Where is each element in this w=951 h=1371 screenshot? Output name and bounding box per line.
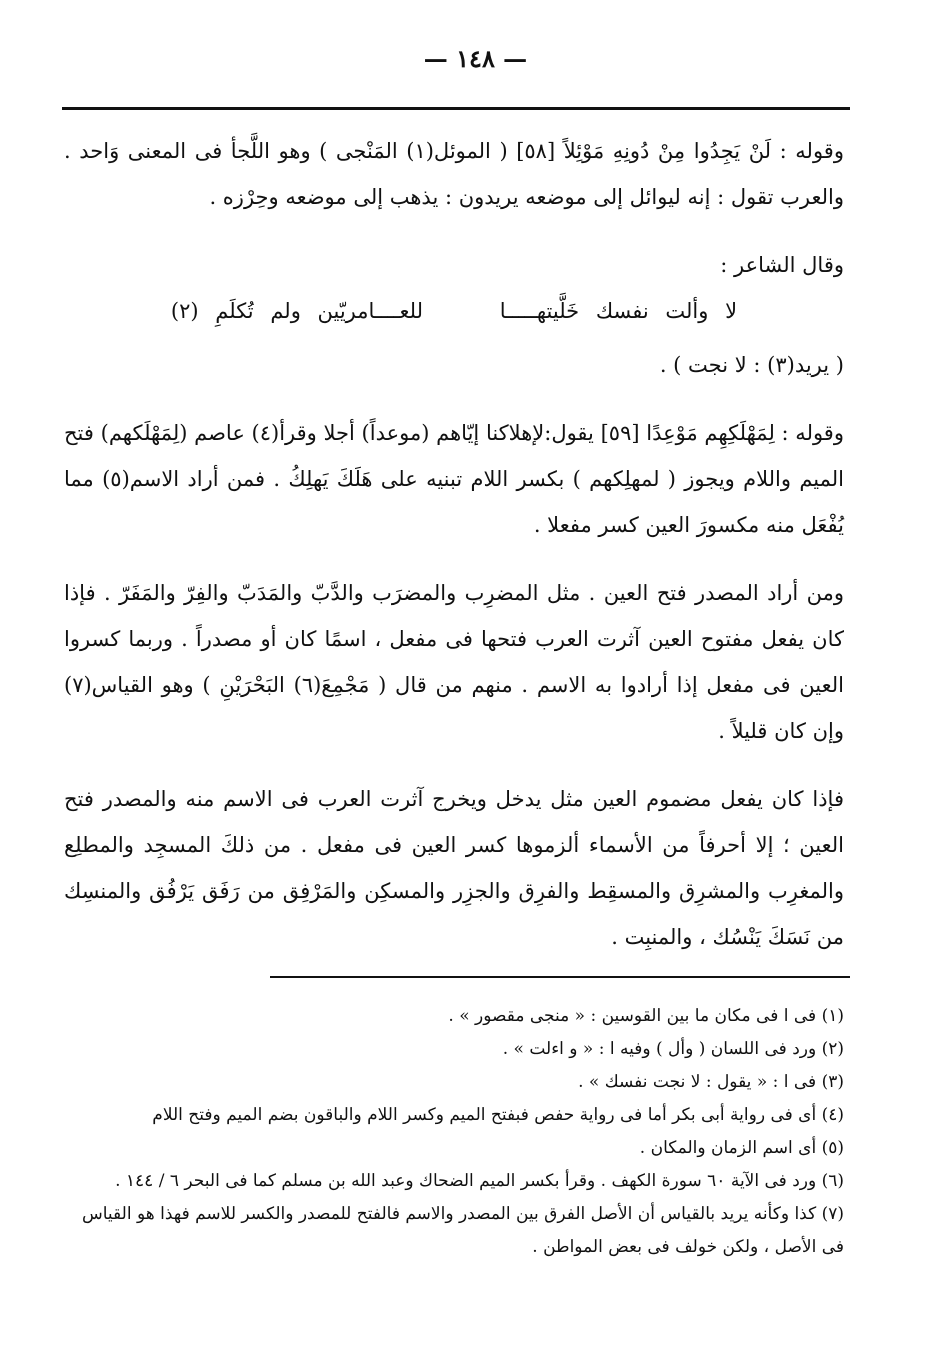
footnotes [64,1000,844,1264]
poem-explanation: ( يريد(٣) : لا نجت ) . [659,353,844,377]
paragraph-mawil: وقوله : لَنْ يَجِدُوا مِنْ دُونِهِ مَوْئِلاً [٥٨] ( الموئل(١) المَنْجى ) وهو اللَّجأ فى المعنى وَاحد . والعرب تقول : إنه ليوائل إلى موضعه يريدون : يذهب إلى موضعه وحِرْزه . [64,139,844,209]
poem-hemistich-1: لا وألت نفسك خَلَّيتهـــــا [499,299,738,323]
footnote-3: (٣) فى ا : « يقول : لا نجت نفسك » . [578,1072,844,1092]
page-number: — ١٤٨ — [423,44,528,73]
footnote-6: (٦) ورد فى الآية ٦٠ سورة الكهف . وقرأ بكسر الميم الضحاك وعبد الله بن مسلم كما فى البحر ٦ / ١٤٤ . [115,1171,844,1191]
footnote-1: (١) فى ا فى مكان ما بين القوسين : « منجى مقصور » . [448,1006,844,1026]
poet-intro: وقال الشاعر : [720,253,844,277]
footnote-7: (٧) كذا وكأنه يريد بالقياس أن الأصل الفرق بين المصدر والاسم فالفتح للمصدر والكسر للاسم فهذا هو القياس فى الأصل ، ولكن خولف فى بعض المواطن . [81,1204,844,1257]
footnote-4: (٤) أى فى رواية أبى بكر أما فى رواية حفص فبفتح الميم وكسر اللام والباقون بضم الميم وفتح اللام [152,1105,844,1125]
paragraph-masdar: ومن أراد المصدر فتح العين . مثل المضرِب والمضرَب والدَّبّ والمَدَبّ والفِرّ والمَفَرّ . فإذا كان يفعل مفتوح العين آثرت العرب فتحها فى مفعل ، اسمًا كان أو مصدراً . وربما كسروا العين فى مفعل إذا أرادوا به الاسم . منهم من قال ( مَجْمِعَ(٦) البَحْرَيْنِ ) وهو القياس(٧) وإن كان قليلاً . [64,581,844,743]
poem-hemistich-2: للعــــامريّين ولم تُكلَمِ (٢) [170,299,424,323]
footnote-5: (٥) أى اسم الزمان والمكان . [639,1138,844,1158]
header-rule [62,107,850,110]
footnote-2: (٢) ورد فى اللسان ( وأل ) وفيه ا : « و اءلت » . [502,1039,844,1059]
paragraph-mahlik: وقوله : لِمَهْلَكِهِم مَوْعِدًا [٥٩] يقول:لإهلاكنا إيّاهم (موعداً) أجلا وقرأ(٤) عاصم (لِمَهْلَكهم) فتح الميم واللام ويجوز ( لمهلِكهم ) بكسر اللام تبنيه على هَلَكَ يَهلِكُ . فمن أراد الاسم(٥) مما يُفْعَل منه مكسورَ العين كسر مفعلا . [64,421,845,537]
footnote-rule [270,976,850,978]
main-text [64,128,844,982]
poem-verse [64,288,844,334]
paragraph-yafal-madmum: فإذا كان يفعل مضموم العين مثل يدخل ويخرج آثرت العرب فى الاسم منه والمصدر فتح العين ؛ إلا أحرفاً من الأسماء ألزموها كسر العين فى مفعل . من ذلكَ المسجِد والمطلِع والمغرِب والمشرِق والمسقِط والفرِق والجزِر والمسكِن والمَرْفِق من رَفَق يَرْفُق والمنسِك من نَسَكَ يَنْسُك ، والمنبِت . [64,787,844,949]
